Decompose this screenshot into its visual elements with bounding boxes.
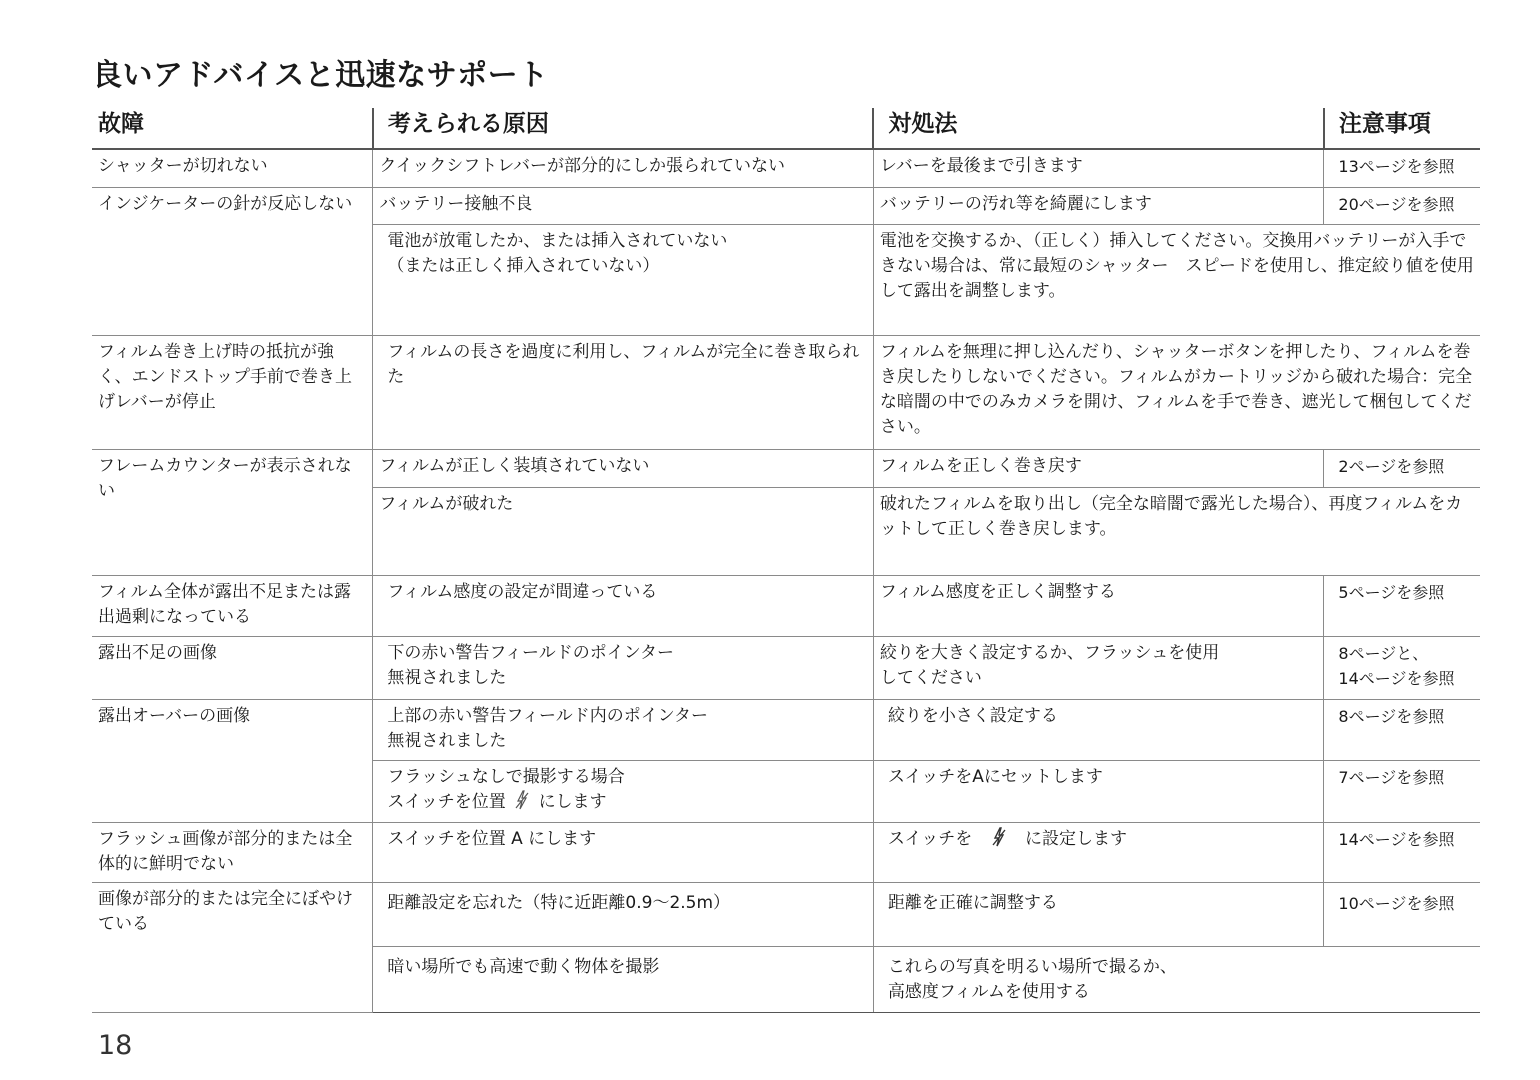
cause-text: スイッチを位置 — [387, 791, 506, 812]
reference-cell: 20ページを参照 — [1324, 187, 1480, 224]
fault-cell: フレームカウンターが表示されない — [92, 449, 373, 575]
cause-cell: 暗い場所でも高速で動く物体を撮影 — [373, 946, 873, 1012]
cause-cell — [373, 636, 873, 699]
remedy-cell: バッテリーの汚れ等を綺麗にします — [873, 187, 1324, 224]
page-number: 18 — [98, 1030, 133, 1061]
fault-cell: フィルム巻き上げ時の抵抗が強く、エンドストップ手前で巻き上げレバーが停止 — [92, 335, 373, 449]
flash-off-icon — [992, 827, 1006, 847]
remedy-line: してください — [879, 667, 982, 688]
cause-line: 下の赤い警告フィールドのポインター — [387, 642, 675, 663]
cause-line: （または正しく挿入されていない） — [387, 255, 660, 276]
remedy-cell — [873, 822, 1324, 882]
table-row — [92, 575, 1480, 636]
remedy-cell — [873, 636, 1324, 699]
remedy-text: に設定します — [1025, 828, 1128, 849]
reference-cell: 2ページを参照 — [1324, 449, 1480, 487]
cause-cell: フィルムが正しく装填されていない — [373, 449, 873, 487]
cause-cell: フィルム感度の設定が間違っている — [373, 575, 873, 636]
header-notes: 注意事項 — [1324, 108, 1480, 149]
table-row — [92, 335, 1480, 449]
remedy-cell — [873, 946, 1480, 1012]
troubleshooting-table — [92, 108, 1480, 1013]
fault-cell: 露出オーバーの画像 — [92, 699, 373, 822]
fault-cell: 画像が部分的または完全にぼやけている — [92, 882, 373, 1012]
fault-cell: フラッシュ画像が部分的または全体的に鮮明でない — [92, 822, 373, 882]
remedy-line: 絞りを大きく設定するか、フラッシュを使用 — [879, 642, 1220, 663]
header-remedy: 対処法 — [873, 108, 1324, 149]
reference-cell: 10ページを参照 — [1324, 882, 1480, 946]
remedy-line: 高感度フィルムを使用する — [887, 981, 1090, 1002]
header-fault: 故障 — [92, 108, 373, 149]
table-row — [92, 699, 1480, 760]
table-row — [92, 636, 1480, 699]
cause-line: 無視されました — [387, 667, 507, 688]
fault-cell: 露出不足の画像 — [92, 636, 373, 699]
remedy-cell: フィルムを無理に押し込んだり、シャッターボタンを押したり、フィルムを巻き戻したりしないでください。フィルムがカートリッジから破れた場合：完全な暗闇の中でのみカメラを開け、フィルムを手で巻き、遮光して梱包してください。 — [873, 335, 1480, 449]
reference-line: 14ページを参照 — [1338, 668, 1455, 688]
cause-line — [387, 790, 866, 815]
remedy-cell: レバーを最後まで引きます — [873, 149, 1324, 187]
cause-cell: バッテリー接触不良 — [373, 187, 873, 224]
remedy-cell: 電池を交換するか、（正しく）挿入してください。交換用バッテリーが入手できない場合は、常に最短のシャッター スピードを使用し、推定絞り値を使用して露出を調整します。 — [873, 224, 1480, 335]
remedy-cell: 絞りを小さく設定する — [873, 699, 1324, 760]
reference-cell: 5ページを参照 — [1324, 575, 1480, 636]
fault-cell: フィルム全体が露出不足または露出過剰になっている — [92, 575, 373, 636]
cause-cell: クイックシフトレバーが部分的にしか張られていない — [373, 149, 873, 187]
table-header-row — [92, 108, 1480, 149]
table-row — [92, 822, 1480, 882]
cause-line: フラッシュなしで撮影する場合 — [387, 766, 625, 787]
reference-cell: 13ページを参照 — [1324, 149, 1480, 187]
cause-line: 電池が放電したか、または挿入されていない — [387, 230, 728, 251]
remedy-cell: 破れたフィルムを取り出し（完全な暗闇で露光した場合）、再度フィルムをカットして正しく巻き戻します。 — [873, 487, 1480, 575]
table-row — [92, 882, 1480, 946]
header-cause: 考えられる原因 — [373, 108, 873, 149]
cause-line: 上部の赤い警告フィールド内のポインター — [387, 705, 709, 726]
table-row — [92, 149, 1480, 187]
cause-cell — [373, 760, 873, 822]
cause-cell: フィルムが破れた — [373, 487, 873, 575]
cause-line: 無視されました — [387, 730, 507, 751]
reference-cell — [1324, 636, 1480, 699]
cause-cell — [373, 699, 873, 760]
cause-cell — [373, 224, 873, 335]
table-row — [92, 187, 1480, 224]
remedy-text: スイッチを — [887, 828, 973, 849]
cause-cell: スイッチを位置 A にします — [373, 822, 873, 882]
remedy-cell: フィルムを正しく巻き戻す — [873, 449, 1324, 487]
remedy-line: これらの写真を明るい場所で撮るか、 — [887, 956, 1177, 977]
remedy-cell: 距離を正確に調整する — [873, 882, 1324, 946]
table-row — [92, 449, 1480, 487]
cause-cell: フィルムの長さを過度に利用し、フィルムが完全に巻き取られた — [373, 335, 873, 449]
cause-cell: 距離設定を忘れた（特に近距離0.9〜2.5m） — [373, 882, 873, 946]
remedy-cell: スイッチをAにセットします — [873, 760, 1324, 822]
reference-cell: 14ページを参照 — [1324, 822, 1480, 882]
fault-cell: インジケーターの針が反応しない — [92, 187, 373, 335]
remedy-cell: フィルム感度を正しく調整する — [873, 575, 1324, 636]
reference-cell: 7ページを参照 — [1324, 760, 1480, 822]
cause-text: にします — [538, 791, 607, 812]
flash-off-icon — [515, 790, 529, 810]
reference-line: 8ページと、 — [1338, 643, 1429, 663]
fault-cell: シャッターが切れない — [92, 149, 373, 187]
page-title: 良いアドバイスと迅速なサポート — [92, 58, 549, 93]
reference-cell: 8ページを参照 — [1324, 699, 1480, 760]
